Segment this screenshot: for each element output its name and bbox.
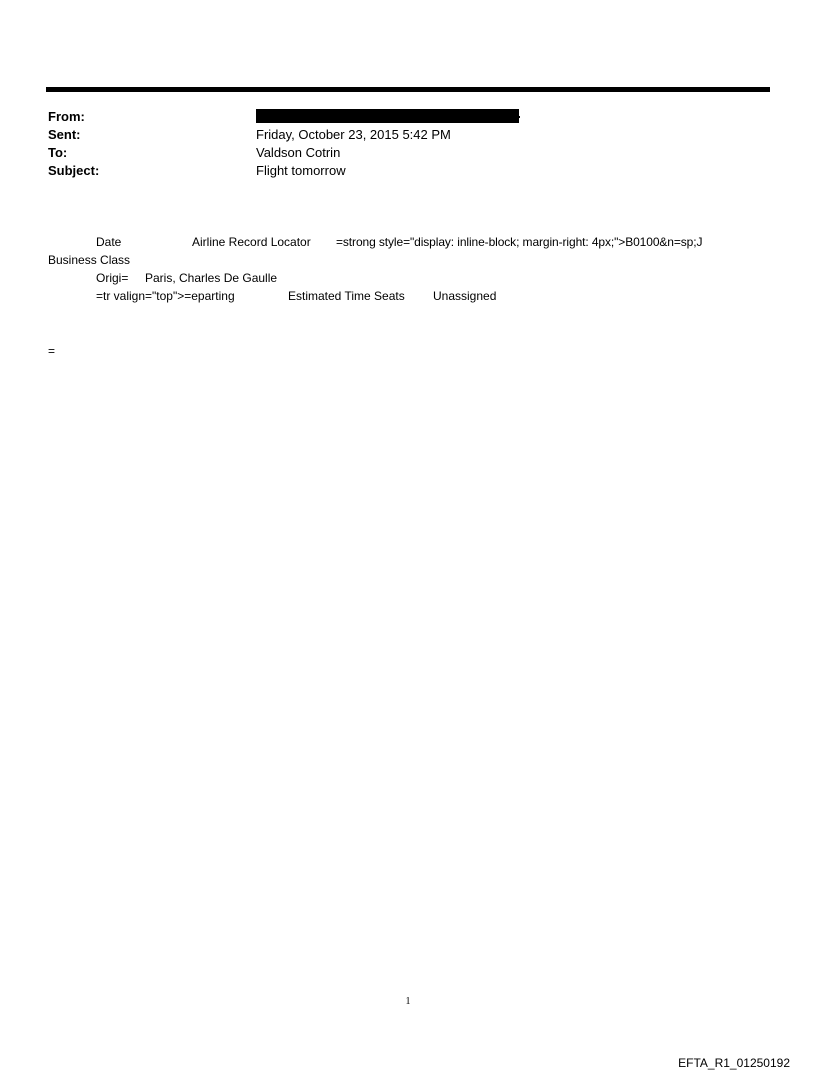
document-id: EFTA_R1_01250192 [678,1056,790,1070]
subject-value: Flight tomorrow [256,163,346,178]
from-label: From: [48,109,85,124]
body-class-line: Business Class [48,253,131,267]
body-raw-row: =tr valign="top">=eparting [96,289,235,303]
to-label: To: [48,145,68,160]
body-origin-label: Origi= [96,271,129,285]
body-origin-value: Paris, Charles De Gaulle [145,271,278,285]
from-redaction-tail [517,116,520,118]
body-unassigned: Unassigned [433,289,497,303]
header-rule [46,87,770,92]
body-estimated: Estimated Time Seats [288,289,405,303]
body-raw-fragment: =strong style="display: inline-block; margin-right: 4px;">B0100&n=sp;J [336,235,703,249]
from-redaction [256,109,519,123]
page-number: 1 [405,996,411,1007]
subject-label: Subject: [48,163,100,178]
body-col-date: Date [96,235,122,249]
sent-label: Sent: [48,127,81,142]
to-value: Valdson Cotrin [256,145,341,160]
sent-value: Friday, October 23, 2015 5:42 PM [256,127,451,142]
body-col-airline: Airline Record Locator [192,235,311,249]
body-trailing: = [48,344,56,358]
